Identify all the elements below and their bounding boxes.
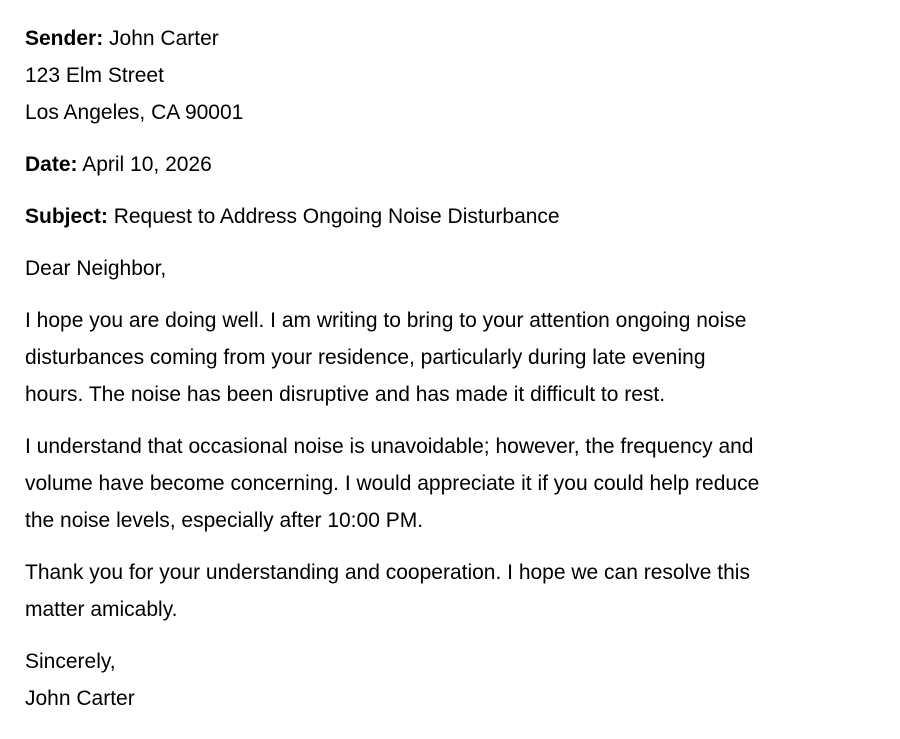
paragraph-line: matter amicably. (25, 598, 178, 621)
closing: Sincerely, (25, 650, 116, 673)
subject-label: Subject: (25, 205, 108, 228)
signature: John Carter (25, 687, 135, 710)
date-block (25, 146, 875, 183)
paragraph-line: disturbances coming from your residence, particularly during late evening (25, 346, 706, 369)
paragraph-line: I understand that occasional noise is unavoidable; however, the frequency and (25, 435, 754, 458)
salutation-block (25, 250, 875, 287)
date-value: April 10, 2026 (82, 153, 212, 176)
sender-street: 123 Elm Street (25, 64, 164, 87)
date-label: Date: (25, 153, 78, 176)
subject-block (25, 198, 875, 235)
date-line (25, 146, 875, 183)
paragraph-2 (25, 428, 875, 539)
paragraph-line: I hope you are doing well. I am writing to bring to your attention ongoing noise (25, 309, 747, 332)
paragraph-line: volume have become concerning. I would appreciate it if you could help reduce (25, 472, 760, 495)
sender-city: Los Angeles, CA 90001 (25, 101, 244, 124)
sender-line (25, 20, 875, 57)
sender-label: Sender: (25, 27, 104, 50)
letter (25, 20, 875, 717)
subject-line (25, 198, 875, 235)
salutation: Dear Neighbor, (25, 257, 167, 280)
paragraph-line: the noise levels, especially after 10:00 PM. (25, 509, 424, 532)
paragraph-line: Thank you for your understanding and cooperation. I hope we can resolve this (25, 561, 750, 584)
paragraph-line: hours. The noise has been disruptive and has made it difficult to rest. (25, 383, 666, 406)
paragraph-3 (25, 554, 875, 628)
closing-block (25, 643, 875, 717)
subject-value: Request to Address Ongoing Noise Disturbance (113, 205, 560, 228)
paragraph-1 (25, 302, 875, 413)
sender-block (25, 20, 875, 131)
sender-name: John Carter (109, 27, 219, 50)
